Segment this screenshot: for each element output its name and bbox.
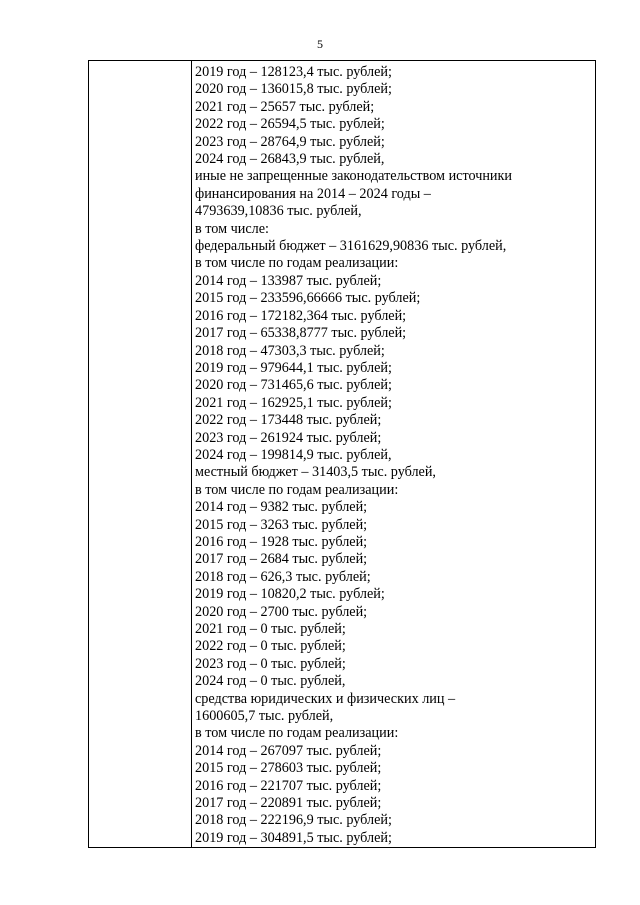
text-line: 2022 год – 26594,5 тыс. рублей; (195, 116, 385, 133)
column-divider (191, 61, 192, 847)
text-line: 2017 год – 220891 тыс. рублей; (195, 795, 382, 812)
text-line: 2015 год – 3263 тыс. рублей; (195, 516, 368, 533)
text-line: 2017 год – 65338,8777 тыс. рублей; (195, 325, 407, 342)
text-line: 2020 год – 136015,8 тыс. рублей; (195, 81, 392, 98)
table-cell-left (89, 61, 191, 847)
text-line: 2022 год – 173448 тыс. рублей; (195, 412, 382, 429)
text-line: 2021 год – 162925,1 тыс. рублей; (195, 394, 392, 411)
text-line: 2024 год – 199814,9 тыс. рублей, (195, 446, 392, 463)
text-line: 2023 год – 28764,9 тыс. рублей; (195, 133, 385, 150)
text-line: в том числе по годам реализации: (195, 255, 399, 272)
table-cell-right (195, 64, 591, 847)
text-line: 2019 год – 10820,2 тыс. рублей; (195, 586, 385, 603)
text-line: 2024 год – 26843,9 тыс. рублей, (195, 151, 385, 168)
text-line: в том числе по годам реализации: (195, 481, 399, 498)
text-line: 2018 год – 626,3 тыс. рублей; (195, 568, 371, 585)
text-line: 2018 год – 47303,3 тыс. рублей; (195, 342, 385, 359)
text-line: 2017 год – 2684 тыс. рублей; (195, 551, 368, 568)
text-line: 2021 год – 0 тыс. рублей; (195, 621, 346, 637)
text-line: 2019 год – 304891,5 тыс. рублей; (195, 829, 392, 846)
text-line: федеральный бюджет – 3161629,90836 тыс. рублей, (195, 238, 507, 255)
text-line: 2021 год – 25657 тыс. рублей; (195, 98, 375, 115)
document-table (88, 60, 596, 848)
text-line: 2015 год – 278603 тыс. рублей; (195, 760, 382, 777)
page-number: 5 (317, 37, 323, 51)
text-line: 2015 год – 233596,66666 тыс. рублей; (195, 290, 421, 307)
text-line: 2024 год – 0 тыс. рублей, (195, 673, 346, 690)
text-line: местный бюджет – 31403,5 тыс. рублей, (195, 464, 436, 481)
text-line: 2020 год – 2700 тыс. рублей; (195, 603, 368, 620)
text-line: 2014 год – 133987 тыс. рублей; (195, 272, 382, 289)
text-line: 2018 год – 222196,9 тыс. рублей; (195, 812, 392, 829)
text-line: 2019 год – 128123,4 тыс. рублей; (195, 64, 392, 80)
text-line: 2014 год – 9382 тыс. рублей; (195, 499, 368, 516)
text-line: 2016 год – 221707 тыс. рублей; (195, 777, 382, 794)
text-line: в том числе: (195, 220, 269, 237)
text-line: финансирования на 2014 – 2024 годы – (195, 185, 431, 202)
text-line: 2023 год – 261924 тыс. рублей; (195, 429, 382, 446)
text-line: 2016 год – 172182,364 тыс. рублей; (195, 307, 407, 324)
text-line: 2022 год – 0 тыс. рублей; (195, 638, 346, 655)
text-line: 2016 год – 1928 тыс. рублей; (195, 533, 368, 550)
text-line: средства юридических и физических лиц – (195, 690, 456, 707)
text-line: 2019 год – 979644,1 тыс. рублей; (195, 359, 392, 376)
text-line: в том числе по годам реализации: (195, 725, 399, 742)
text-line: 2014 год – 267097 тыс. рублей; (195, 742, 382, 759)
text-line: 1600605,7 тыс. рублей, (195, 708, 334, 725)
text-line: иные не запрещенные законодательством источники (195, 168, 512, 185)
text-line: 2023 год – 0 тыс. рублей; (195, 655, 346, 672)
text-line: 4793639,10836 тыс. рублей, (195, 203, 362, 220)
text-line: 2020 год – 731465,6 тыс. рублей; (195, 377, 392, 394)
